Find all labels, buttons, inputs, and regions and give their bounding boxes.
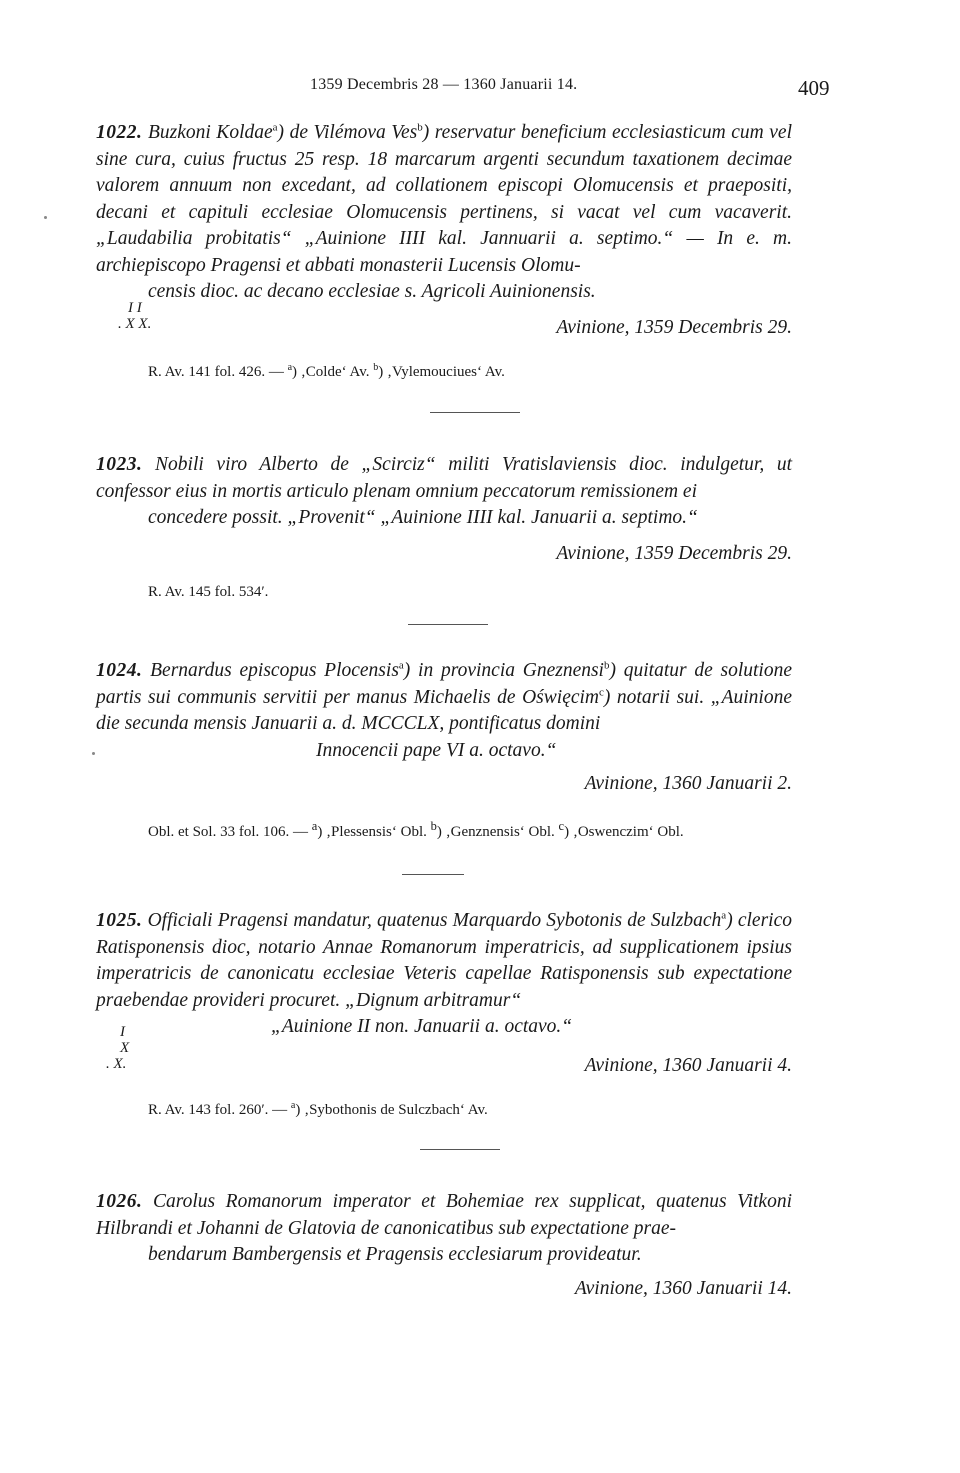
running-title: 1359 Decembris 28 — 1360 Januarii 14. xyxy=(310,76,578,93)
scan-speck xyxy=(44,216,47,219)
place-date: Avinione, 1360 Januarii 2. xyxy=(584,773,792,794)
place-date: Avinione, 1360 Januarii 14. xyxy=(574,1278,792,1299)
margin-mark xyxy=(118,300,151,332)
place-date: Avinione, 1359 Decembris 29. xyxy=(556,317,792,338)
separator-rule xyxy=(408,624,488,625)
entry-text: Buzkoni Koldae$^a$) de Vilémova Ves$^b$) reservatur beneficium ecclesiasticum cum vel sine cura, cuius fructus 25 resp. 18 marcarum argenti secundum taxationem decimae valorem annuum non excedant, ad collationem episcopi Olomucensis et praepositi, decani et capituli ecclesiae Olomucensis pertinens, si vacat vel cum vacaverit. „Laudabilia probitatis“ „Auinione IIII kal. Jannuarii a. septimo.“ — In e. m. archiepiscopo Pragensi et abbati monasterii Lucensis Olomu- censis dioc. ac decano ecclesiae s. Agricoli Auinionensis. xyxy=(96,121,792,302)
source-notes-text: Obl. et Sol. 33 fol. 106. — $^a$) ‚Plessensis‘ Obl. $^b$) ‚Genznensis‘ Obl. $^c$) ‚Oswenczim‘ Obl. xyxy=(148,819,684,840)
source-citation: R. Av. 143 fol. 260′. — $^a$) ‚Sybothonis de Sulczbach‘ Av. xyxy=(148,1100,488,1118)
page-number: 409 xyxy=(798,76,830,100)
margin-mark-line: . X X. xyxy=(118,316,152,332)
entry-text: Officiali Pragensi mandatur, quatenus Marquardo Sybotonis de Sulzbach$^a$) clerico Ratisponensis dioc, notario Annae Romanorum imperatricis, ad supplicationem ipsius imperatricis de canonicatu ecclesiae Veteris capellae Ratisponensis sub expectatione praebendae provideri procuret. „Dignum arbitramur“ „Auinione II non. Januarii a. octavo.“ xyxy=(96,909,792,1037)
entry-1026 xyxy=(96,1189,792,1269)
scan-speck xyxy=(92,752,95,755)
entry-number: 1026. xyxy=(96,1191,143,1212)
entry-1022 xyxy=(96,120,792,306)
source-citation: R. Av. 141 fol. 426. — $^a$) ‚Colde‘ Av. $^b$) ‚Vylemouciues‘ Av. xyxy=(148,362,505,380)
entry-number: 1025. xyxy=(96,910,143,931)
source-citation: R. Av. 145 fol. 534′. xyxy=(148,584,269,600)
running-header xyxy=(0,76,960,106)
entry-number: 1024. xyxy=(96,660,143,681)
margin-mark-top: I I xyxy=(128,300,142,316)
margin-mark-line: X xyxy=(120,1040,130,1056)
separator-rule xyxy=(402,874,464,875)
margin-mark xyxy=(106,1024,129,1072)
entry-1024 xyxy=(96,658,792,764)
entry-text: Bernardus episcopus Plocensis$^a$) in provincia Gneznensi$^b$) quitatur de solutione partis sui communis servitii per manus Michaelis de Oświęcim$^c$) notarii sui. „Auinione die secunda mensis Januarii a. d. MCCCLX, pontificatus domini Innocencii pape VI a. octavo.“ xyxy=(96,659,792,761)
entry-1025 xyxy=(96,908,792,1041)
separator-rule xyxy=(430,412,520,413)
entry-number: 1022. xyxy=(96,122,143,143)
entry-number: 1023. xyxy=(96,454,143,475)
separator-rule xyxy=(420,1149,500,1150)
margin-mark-line: . X. xyxy=(106,1056,127,1072)
place-date: Avinione, 1359 Decembris 29. xyxy=(556,543,792,564)
entry-text: Nobili viro Alberto de „Scirciz“ militi Vratislaviensis dioc. indulgetur, ut confessor eius in mortis articulo plenam omnium peccatorum remissionem ei concedere possit. „Provenit“ „Auinione IIII kal. Januarii a. septimo.“ xyxy=(96,454,792,528)
place-date: Avinione, 1360 Januarii 4. xyxy=(584,1055,792,1076)
source-notes xyxy=(96,815,792,843)
entry-text: Carolus Romanorum imperator et Bohemiae rex supplicat, quatenus Vitkoni Hilbrandi et Johanni de Glatovia de canonicatibus sub expectatione prae- bendarum Bambergensis et Pragensis ecclesiarum provideatur. xyxy=(96,1191,792,1265)
margin-mark-line: I xyxy=(120,1024,125,1040)
entry-1023 xyxy=(96,452,792,532)
